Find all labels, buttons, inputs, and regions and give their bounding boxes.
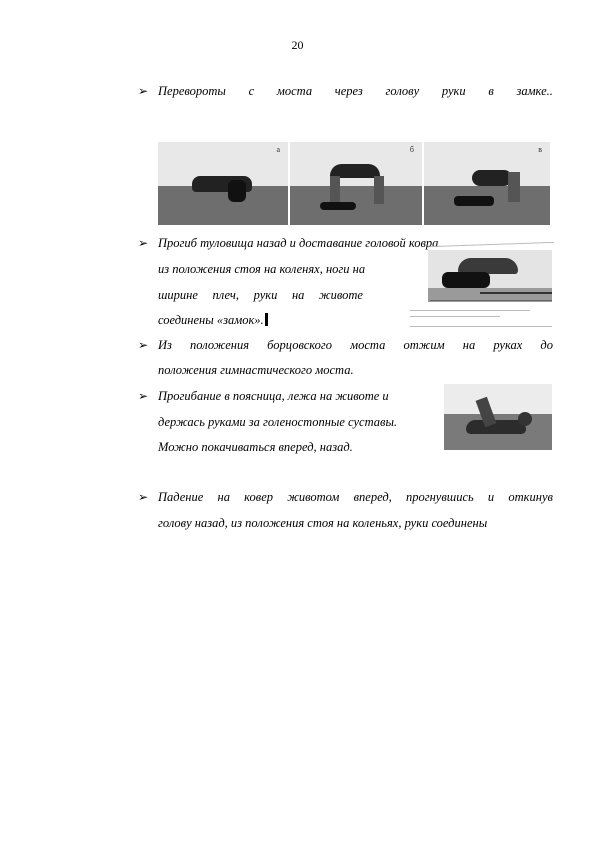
exercise-item-1 [0, 84, 595, 104]
exercise-item-4-line-3: Можно покачиваться вперед, назад. [158, 440, 353, 454]
exercise-item-5-line-2: голову назад, из положения стоя на коленьях, руки соединены [158, 516, 488, 530]
word: на [217, 490, 230, 504]
exercise-item-3 [0, 338, 595, 378]
exercise-item-3-line-1 [158, 338, 553, 353]
word: откинув [508, 490, 553, 504]
word: плеч, [212, 288, 240, 302]
bullet-icon: ➢ [138, 389, 149, 403]
word: моста [276, 84, 313, 98]
exercise-photo-bow [444, 384, 552, 450]
exercise-photo-b [290, 142, 422, 225]
bullet-icon: ➢ [138, 84, 149, 98]
scan-artifact-line [430, 300, 552, 301]
word: ширине [158, 288, 198, 302]
wrestler-figure [374, 176, 384, 204]
wrestler-figure [442, 272, 490, 288]
exercise-photo-c [424, 142, 550, 225]
word: руках [493, 338, 523, 352]
word: в [488, 84, 494, 98]
word: через [334, 84, 363, 98]
exercise-item-2-line-4 [158, 313, 268, 328]
exercise-photo-a [158, 142, 288, 225]
photo-letter-b: б [409, 145, 414, 154]
word: руки [441, 84, 466, 98]
bullet-icon: ➢ [138, 490, 149, 504]
word: ковер [244, 490, 274, 504]
exercise-item-4-line-1: Прогибание в поясница, лежа на животе и [158, 389, 389, 403]
word: замке.. [516, 84, 553, 98]
exercise-item-3-line-2: положения гимнастического моста. [158, 363, 354, 377]
exercise-item-2-line-1: Прогиб туловища назад и доставание головой ковра [158, 236, 439, 250]
word: животе [318, 288, 363, 302]
exercise-item-1-text [158, 84, 553, 99]
word: моста [350, 338, 386, 352]
scan-artifact-line [410, 316, 500, 317]
exercise-item-4-line-2: держась руками за голеностопные суставы. [158, 415, 398, 429]
word: на [462, 338, 476, 352]
photo-letter-a: а [276, 145, 280, 154]
photo-letter-c: в [538, 145, 542, 154]
word: положения [190, 338, 250, 352]
text-cursor [265, 313, 268, 326]
word: голову [385, 84, 420, 98]
exercise-item-5 [0, 490, 595, 530]
word: на [291, 288, 305, 302]
exercise-item-5-line-1 [158, 490, 553, 505]
wrestler-figure [508, 172, 520, 202]
word: Падение [158, 490, 204, 504]
wrestler-figure [518, 412, 532, 426]
line-text: соединены «замок». [158, 313, 264, 327]
word: вперед, [353, 490, 392, 504]
word: Из [158, 338, 172, 352]
word: прогнувшись [405, 490, 474, 504]
scan-artifact-line [410, 326, 552, 327]
exercise-photo-arch-back [428, 250, 552, 302]
word: и [487, 490, 495, 504]
bullet-icon: ➢ [138, 338, 149, 352]
word: до [540, 338, 553, 352]
word: животом [287, 490, 340, 504]
page-number: 20 [291, 38, 304, 52]
wrestler-figure [454, 196, 494, 206]
exercise-item-2-line-2: из положения стоя на коленях, ноги на [158, 262, 366, 276]
scan-artifact-line [410, 310, 530, 311]
wrestler-figure [228, 180, 246, 202]
exercise-item-2-line-3 [158, 288, 363, 303]
word: Перевороты [158, 84, 226, 98]
word: руки [253, 288, 278, 302]
wrestler-figure [320, 202, 356, 210]
scan-artifact-line [480, 292, 552, 294]
word: борцовского [267, 338, 333, 352]
bullet-icon: ➢ [138, 236, 149, 250]
word: с [248, 84, 255, 98]
wrestler-figure [472, 170, 512, 186]
word: отжим [403, 338, 445, 352]
